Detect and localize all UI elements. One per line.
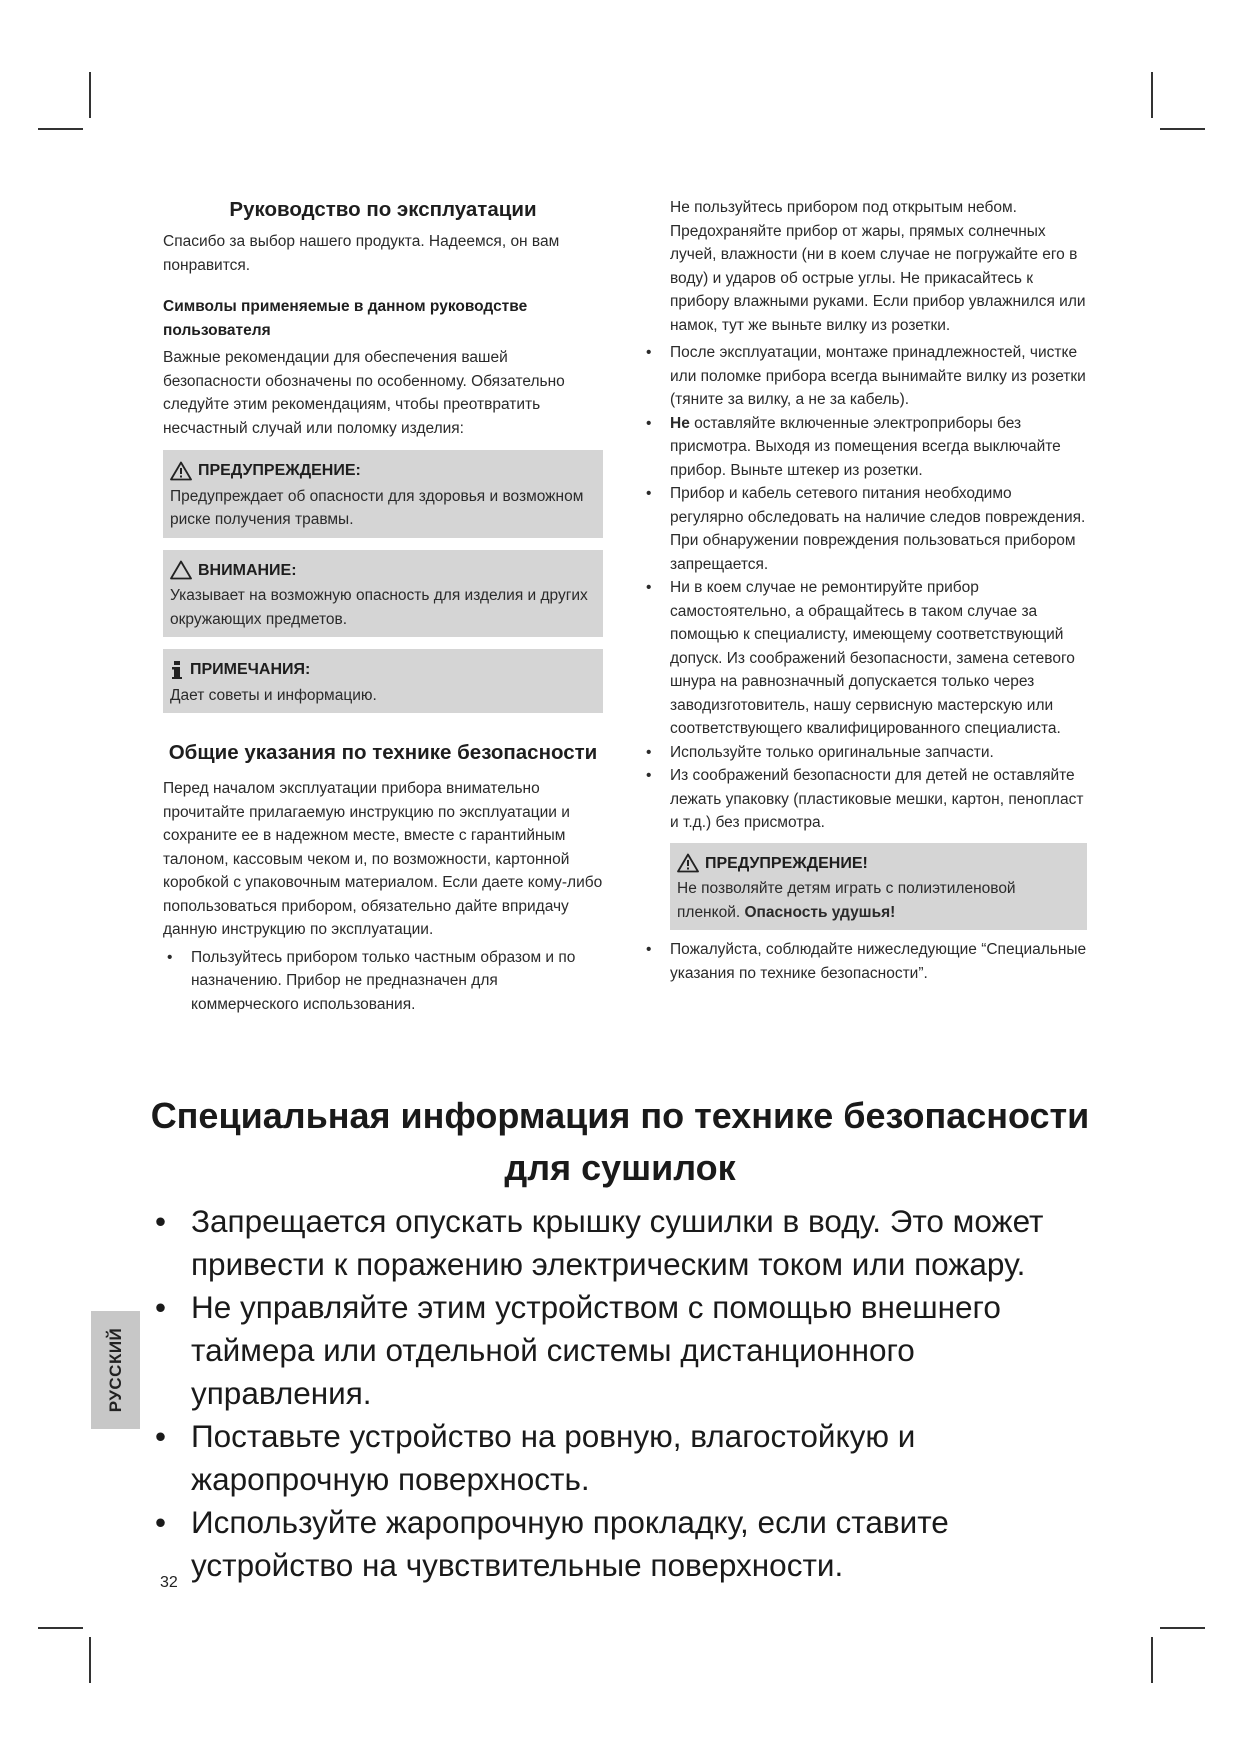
crop-mark-bottom-right-h	[1160, 1627, 1205, 1629]
crop-mark-bottom-left-v	[89, 1637, 91, 1683]
caution-label: ВНИМАНИЕ:	[198, 561, 297, 579]
page-number: 32	[160, 1574, 178, 1591]
list-item: • Из соображений безопасности для детей не оставляйте лежать упаковку (пластиковые мешки, картон, пенопласт и т.д.) без присмотра.	[642, 764, 1087, 835]
safety-list	[642, 341, 1087, 835]
list-item: • Не управляйте этим устройством с помощью внешнего таймера или отдельной системы дистанционного управления.	[155, 1286, 1085, 1415]
list-item	[642, 412, 1087, 483]
list-item: • Запрещается опускать крышку сушилки в воду. Это может привести к поражению электрическим током или пожару.	[155, 1200, 1085, 1286]
note-label: ПРИМЕЧАНИЯ:	[190, 661, 311, 678]
warning-text: Предупреждает об опасности для здоровья и возможном риске получения травмы.	[170, 487, 584, 528]
child-warning-body: Не позволяйте детям играть с полиэтиленовой пленкой.	[677, 880, 1016, 921]
general-safety-title: Общие указания по технике безопасности	[168, 741, 598, 764]
right-column	[642, 196, 1087, 985]
info-icon	[170, 660, 184, 680]
caution-triangle-icon	[170, 560, 192, 580]
language-tab-label: РУССКИЙ	[105, 1327, 125, 1413]
crop-mark-top-right-h	[1160, 128, 1205, 130]
list-item: • Пожалуйста, соблюдайте нижеследующие “Специальные указания по технике безопасности”.	[642, 938, 1087, 985]
list-item: • После эксплуатации, монтаже принадлежностей, чистке или поломке прибора всегда вынимайте вилку из розетки (тяните за вилку, а не за кабель).	[642, 341, 1087, 412]
list-item: • Прибор и кабель сетевого питания необходимо регулярно обследовать на наличие следов повреждения. При обнаружении повреждения пользоваться прибором запрещается.	[642, 482, 1087, 576]
safety-list-end	[642, 938, 1087, 985]
child-warning-box	[670, 843, 1087, 931]
bold-word: Не	[670, 414, 690, 432]
warning-box	[163, 450, 603, 538]
list-item: • Поставьте устройство на ровную, влагостойкую и жаропрочную поверхность.	[155, 1415, 1085, 1501]
caution-text: Указывает на возможную опасность для изделия и других окружающих предметов.	[170, 587, 588, 628]
list-item: • Используйте только оригинальные запчасти.	[642, 741, 1087, 765]
warning-triangle-icon	[170, 461, 192, 481]
crop-mark-top-right-v	[1151, 72, 1153, 118]
crop-mark-top-left-h	[38, 128, 83, 130]
warning-label: ПРЕДУПРЕЖДЕНИЕ:	[198, 462, 361, 479]
list-item: • Пользуйтесь прибором только частным образом и по назначению. Прибор не предназначен для коммерческого использования.	[163, 946, 603, 1017]
language-tab	[91, 1311, 140, 1429]
general-safety-text: Перед началом эксплуатации прибора внимательно прочитайте прилагаемую инструкцию по эксплуатации и сохраните ее в надежном месте, вместе с гарантийным талоном, кассовым чеком и, по возможности, картонной коробкой с упаковочным материалом. Если даете кому-либо попользоваться прибором, обязательно дайте впридачу данную инструкцию по эксплуатации.	[163, 780, 603, 938]
child-warning-label: ПРЕДУПРЕЖДЕНИЕ!	[705, 854, 868, 872]
general-safety-list	[163, 946, 603, 1017]
child-warning-text	[677, 877, 1080, 924]
intro-text: Спасибо за выбор нашего продукта. Надеемся, он вам понравится.	[163, 233, 560, 274]
special-safety-list	[155, 1200, 1085, 1587]
note-text: Дает советы и информацию.	[170, 686, 377, 704]
warning-triangle-icon	[677, 853, 699, 873]
list-item: • Используйте жаропрочную прокладку, если ставите устройство на чувствительные поверхности.	[155, 1501, 1085, 1587]
left-column	[163, 196, 603, 1016]
child-warning-bold: Опасность удушья!	[744, 903, 896, 921]
manual-title: Руководство по эксплуатации	[229, 198, 537, 221]
symbols-text: Важные рекомендации для обеспечения вашей безопасности обозначены по особенному. Обязательно следуйте этим рекомендациям, чтобы преотвратить несчастный случай или поломку изделия:	[163, 349, 565, 437]
crop-mark-bottom-left-h	[38, 1627, 83, 1629]
list-item-text: оставляйте включенные электроприборы без присмотра. Выходя из помещения всегда выключайте прибор. Выньте штекер из розетки.	[670, 414, 1061, 479]
continued-text: Не пользуйтесь прибором под открытым небом. Предохраняйте прибор от жары, прямых солнечных лучей, влажности (ни в коем случае не погружайте его в воду) и ударов об острые углы. Не прикасайтесь к прибору влажными руками. Если прибор увлажнился или намок, тут же выньте вилку из розетки.	[670, 199, 1086, 334]
caution-box	[163, 550, 603, 638]
crop-mark-bottom-right-v	[1151, 1637, 1153, 1683]
crop-mark-top-left-v	[89, 72, 91, 118]
note-box	[163, 649, 603, 713]
list-item: • Ни в коем случае не ремонтируйте прибор самостоятельно, а обращайтесь в таком случае за помощью к специалисту, имеющему соответствующий допуск. Из соображений безопасности, замена сетевого шнура на равнозначный допускается только через заводизготовитель, нашу сервисную мастерскую или соответствующего квалифицированного специалиста.	[642, 576, 1087, 741]
special-safety-title: Специальная информация по технике безопасности для сушилок	[150, 1095, 1090, 1188]
symbols-heading: Символы применяемые в данном руководстве пользователя	[163, 298, 528, 339]
